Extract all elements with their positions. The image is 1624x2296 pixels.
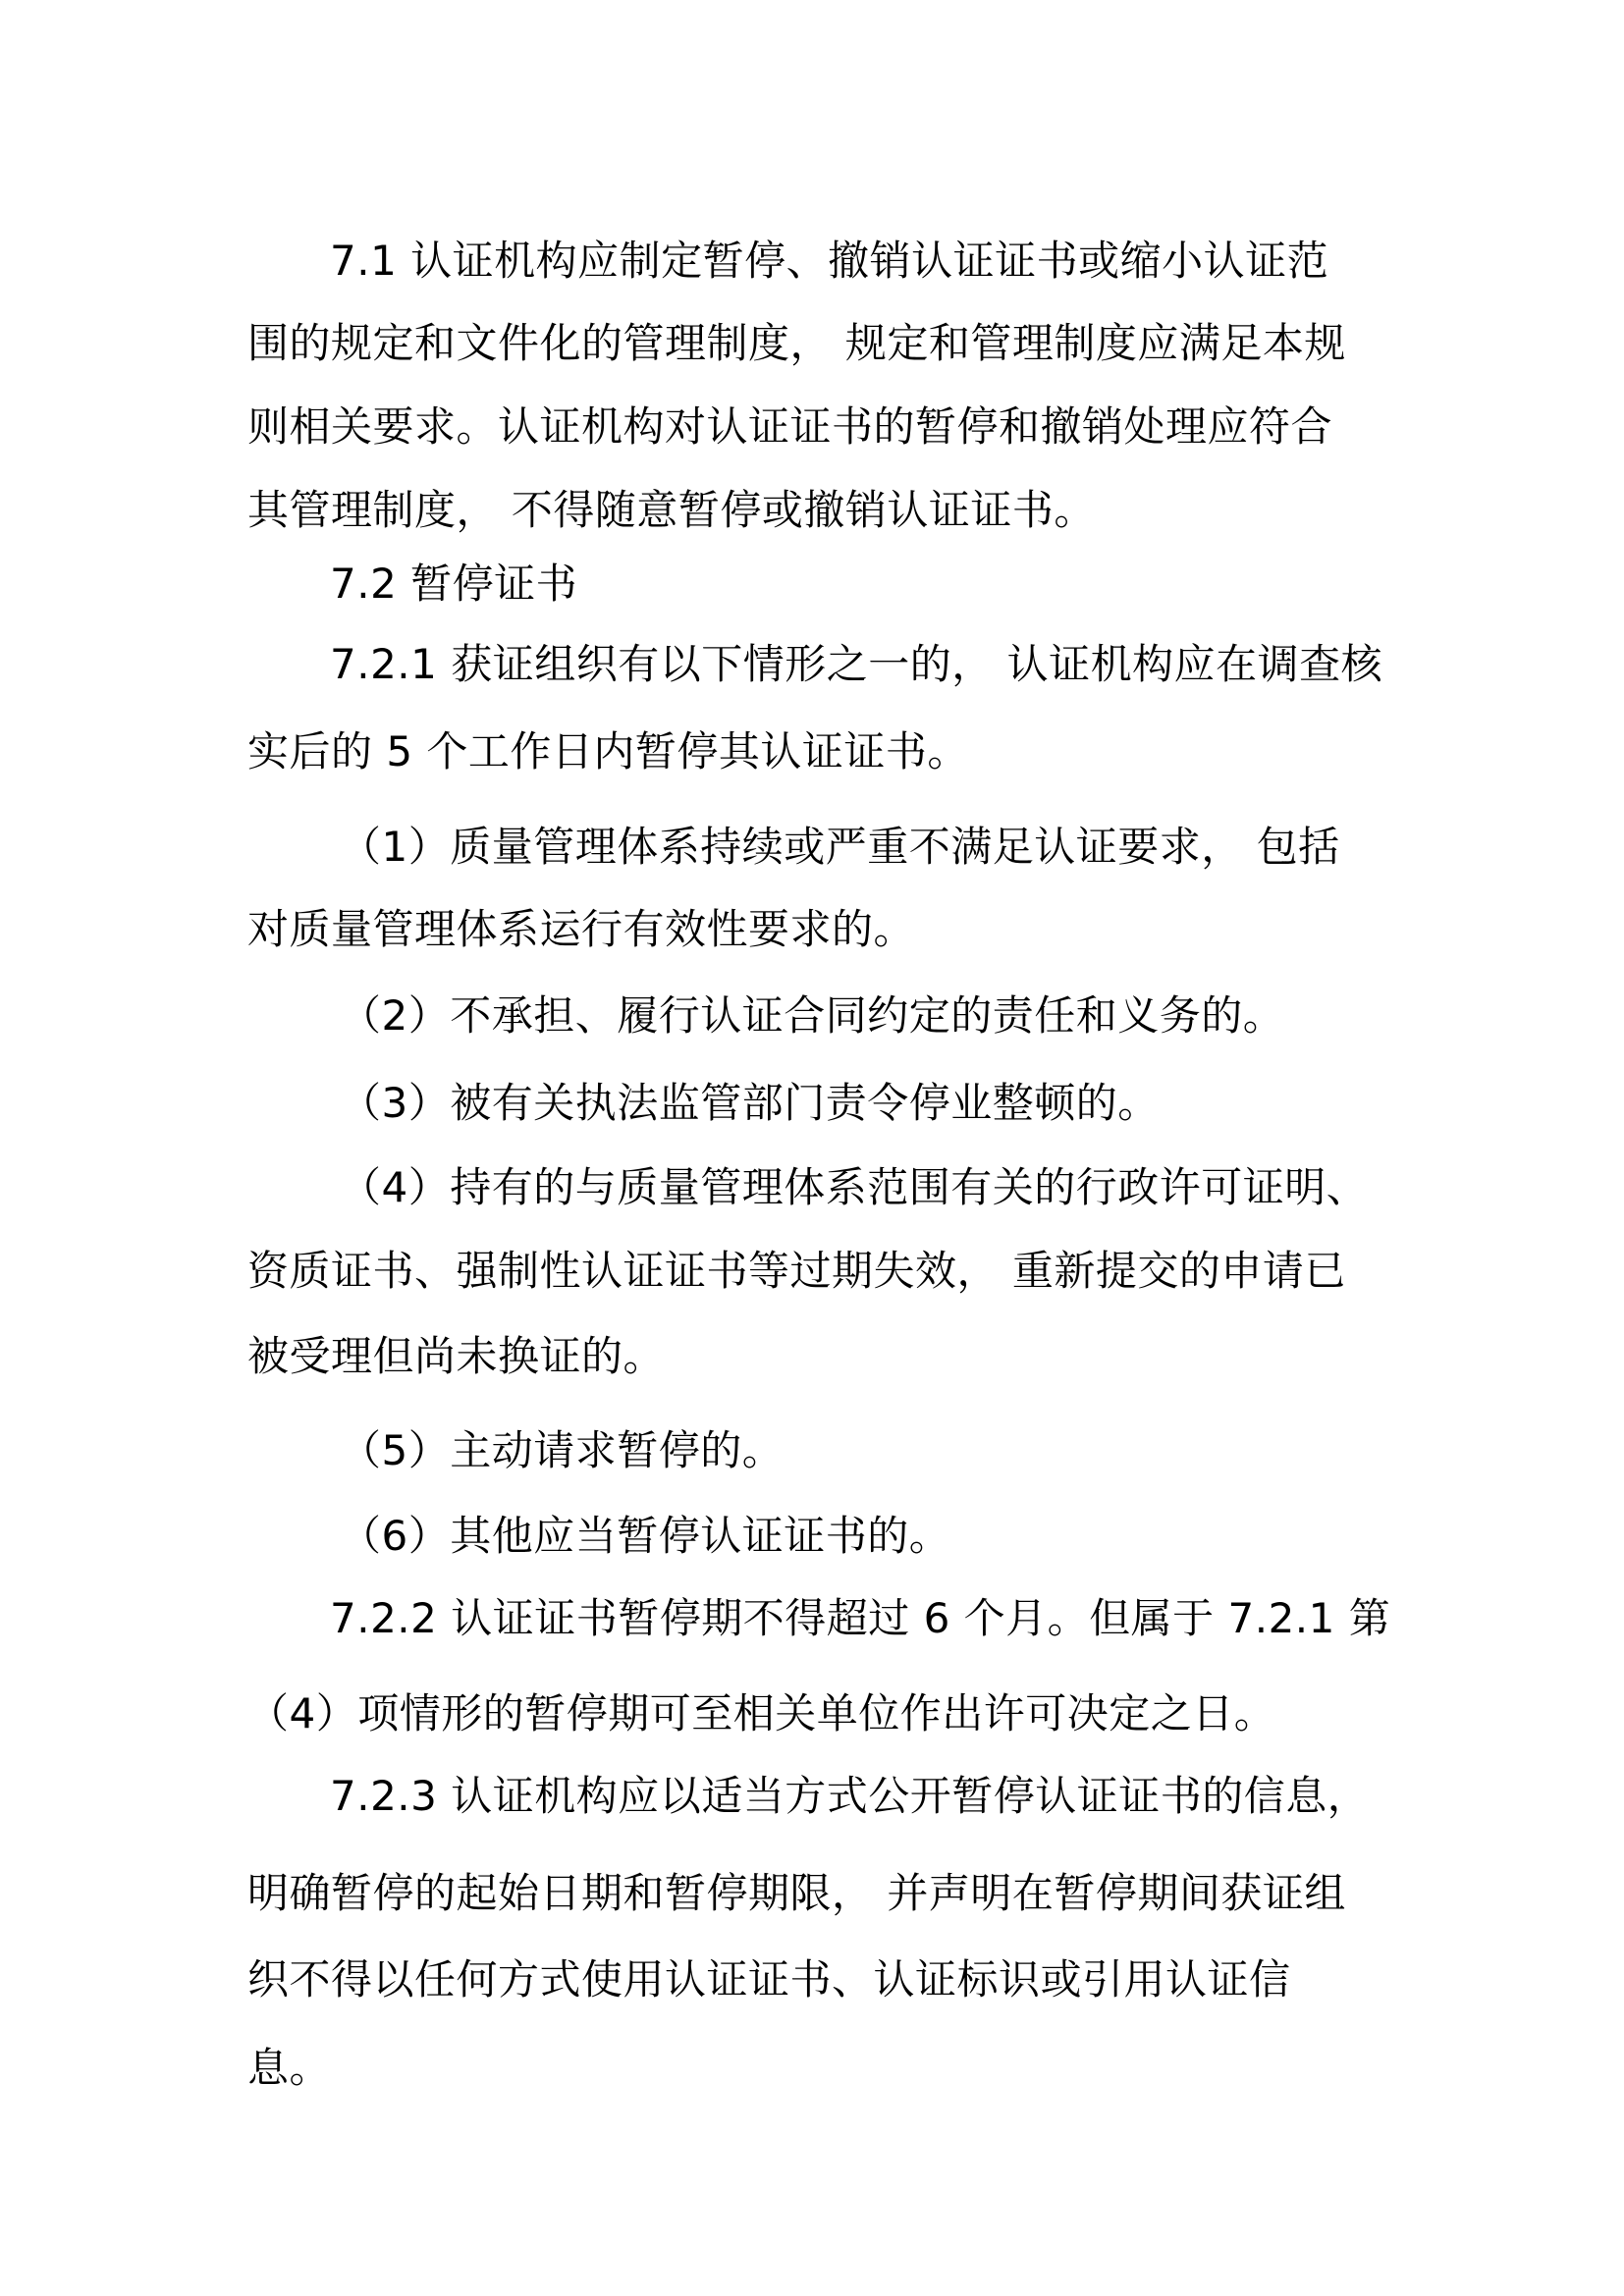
item-4-line-3: 被受理但尚未换证的。 [247, 1332, 666, 1380]
item-4-line-2: 资质证书、强制性认证证书等过期失效， 重新提交的申请已 [247, 1247, 1346, 1295]
section-7-2-1-line-2: 实后的 5 个工作日内暂停其认证证书。 [247, 727, 969, 775]
section-7-1-line-3: 则相关要求。认证机构对认证证书的暂停和撤销处理应符合 [247, 402, 1333, 451]
section-7-2-3-line-3: 织不得以任何方式使用认证证书、认证标识或引用认证信 [247, 1955, 1291, 2003]
section-7-2-3-line-4: 息。 [247, 2044, 332, 2092]
section-7-2-2-line-1: 7.2.2 认证证书暂停期不得超过 6 个月。但属于 7.2.1 第 [330, 1594, 1391, 1642]
item-2: （2）不承担、履行认证合同约定的责任和义务的。 [340, 991, 1285, 1040]
item-6: （6）其他应当暂停认证证书的。 [340, 1512, 951, 1560]
section-7-2-2-line-2: （4）项情形的暂停期可至相关单位作出许可决定之日。 [247, 1689, 1276, 1737]
section-7-1-line-1: 7.1 认证机构应制定暂停、撤销认证证书或缩小认证范 [330, 237, 1329, 285]
section-7-2-heading: 7.2 暂停证书 [330, 560, 578, 608]
section-7-1-line-4: 其管理制度， 不得随意暂停或撤销认证证书。 [247, 486, 1096, 534]
item-1-line-2: 对质量管理体系运行有效性要求的。 [247, 905, 916, 953]
section-7-2-1-line-1: 7.2.1 获证组织有以下情形之一的， 认证机构应在调查核 [330, 640, 1383, 688]
item-3: （3）被有关执法监管部门责令停业整顿的。 [340, 1079, 1160, 1127]
section-7-1-line-2: 围的规定和文件化的管理制度， 规定和管理制度应满足本规 [247, 319, 1346, 367]
section-7-2-3-line-2: 明确暂停的起始日期和暂停期限， 并声明在暂停期间获证组 [247, 1869, 1346, 1917]
section-7-2-3-line-1: 7.2.3 认证机构应以适当方式公开暂停认证证书的信息， [330, 1772, 1370, 1820]
item-4-line-1: （4）持有的与质量管理体系范围有关的行政许可证明、 [340, 1163, 1369, 1211]
item-1-line-1: （1）质量管理体系持续或严重不满足认证要求， 包括 [340, 823, 1340, 871]
item-5: （5）主动请求暂停的。 [340, 1426, 785, 1474]
